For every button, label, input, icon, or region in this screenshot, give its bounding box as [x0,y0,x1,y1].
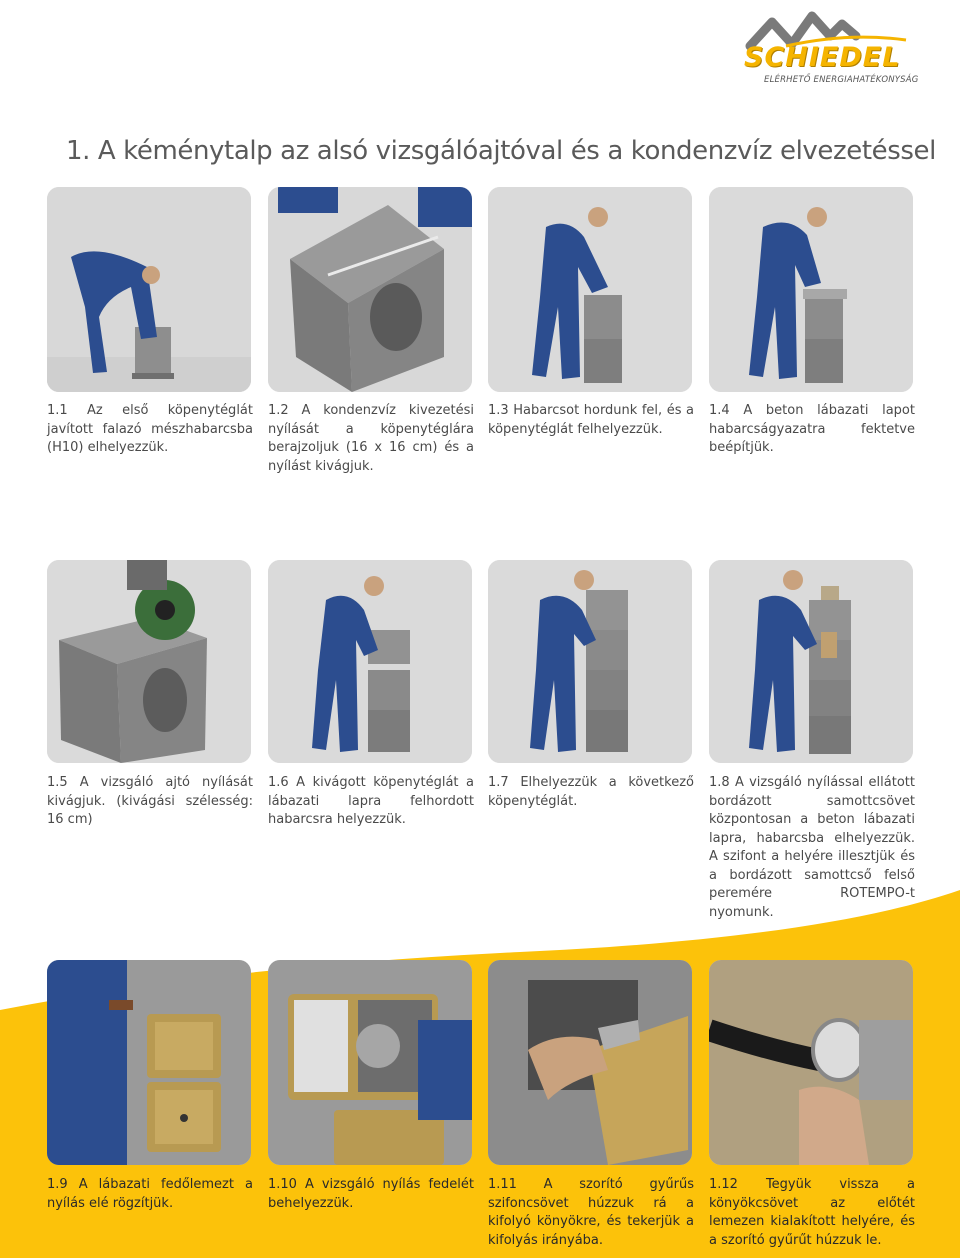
photo-step-1-8 [709,560,913,763]
caption-step-1-11: 1.11 A szorító gyűrűs szifoncsövet húzzuk rá a kifolyó könyökre, és tekerjük a kifolyás irányába. [488,1177,694,1248]
photo-step-1-7 [488,560,692,763]
logo-tagline: ELÉRHETŐ ENERGIAHATÉKONYSÁG [764,75,919,85]
caption-step-1-12: 1.12 Tegyük vissza a könyökcsövet az előtét lemezen kialakított helyére, és a szorító gyűrűt húzzuk le. [709,1177,915,1248]
caption-step-1-1: 1.1 Az első köpenytéglát javított falazó mészhabarcsba (H10) elhelyezzük. [47,403,253,455]
caption-step-1-3: 1.3 Habarcsot hordunk fel, és a köpenytéglát felhelyezzük. [488,403,694,437]
caption-step-1-2: 1.2 A kondenzvíz kivezetési nyílását a köpenytéglára berajzoljuk (16 x 16 cm) és a nyílást kivágjuk. [268,403,474,474]
caption-step-1-10: 1.10 A vizsgáló nyílás fedelét behelyezzük. [268,1177,474,1211]
caption-step-1-8: 1.8 A vizsgáló nyílással ellátott bordázott samottcsövet központosan a beton lábazati lapra, habarcsba elhelyezzük. A szifont a helyére illesztjük és a bordázott samottcső felső peremére ROTEMPO-t nyomunk. [709,775,915,920]
photo-step-1-6 [268,560,472,763]
caption-step-1-4: 1.4 A beton lábazati lapot habarcságyazatra fektetve beépítjük. [709,403,915,455]
photo-step-1-9 [47,960,251,1165]
caption-step-1-7: 1.7 Elhelyezzük a következő köpenytéglát. [488,775,694,809]
caption-step-1-6: 1.6 A kivágott köpenytéglát a lábazati lapra felhordott habarcsra helyezzük. [268,775,474,827]
caption-step-1-9: 1.9 A lábazati fedőlemezt a nyílás elé rögzítjük. [47,1177,253,1211]
page-title: 1. A kéménytalp az alsó vizsgálóajtóval és a kondenzvíz elvezetéssel [66,136,936,166]
caption-step-1-5: 1.5 A vizsgáló ajtó nyílását kivágjuk. (kivágási szélesség: 16 cm) [47,775,253,827]
schiedel-logo [738,6,919,88]
logo-brand-text: SCHIEDEL [744,42,901,73]
photo-step-1-12 [709,960,913,1165]
photo-step-1-5 [47,560,251,763]
photo-step-1-1 [47,187,251,392]
photo-step-1-3 [488,187,692,392]
photo-step-1-10 [268,960,472,1165]
photo-step-1-4 [709,187,913,392]
photo-step-1-11 [488,960,692,1165]
photo-step-1-2 [268,187,472,392]
